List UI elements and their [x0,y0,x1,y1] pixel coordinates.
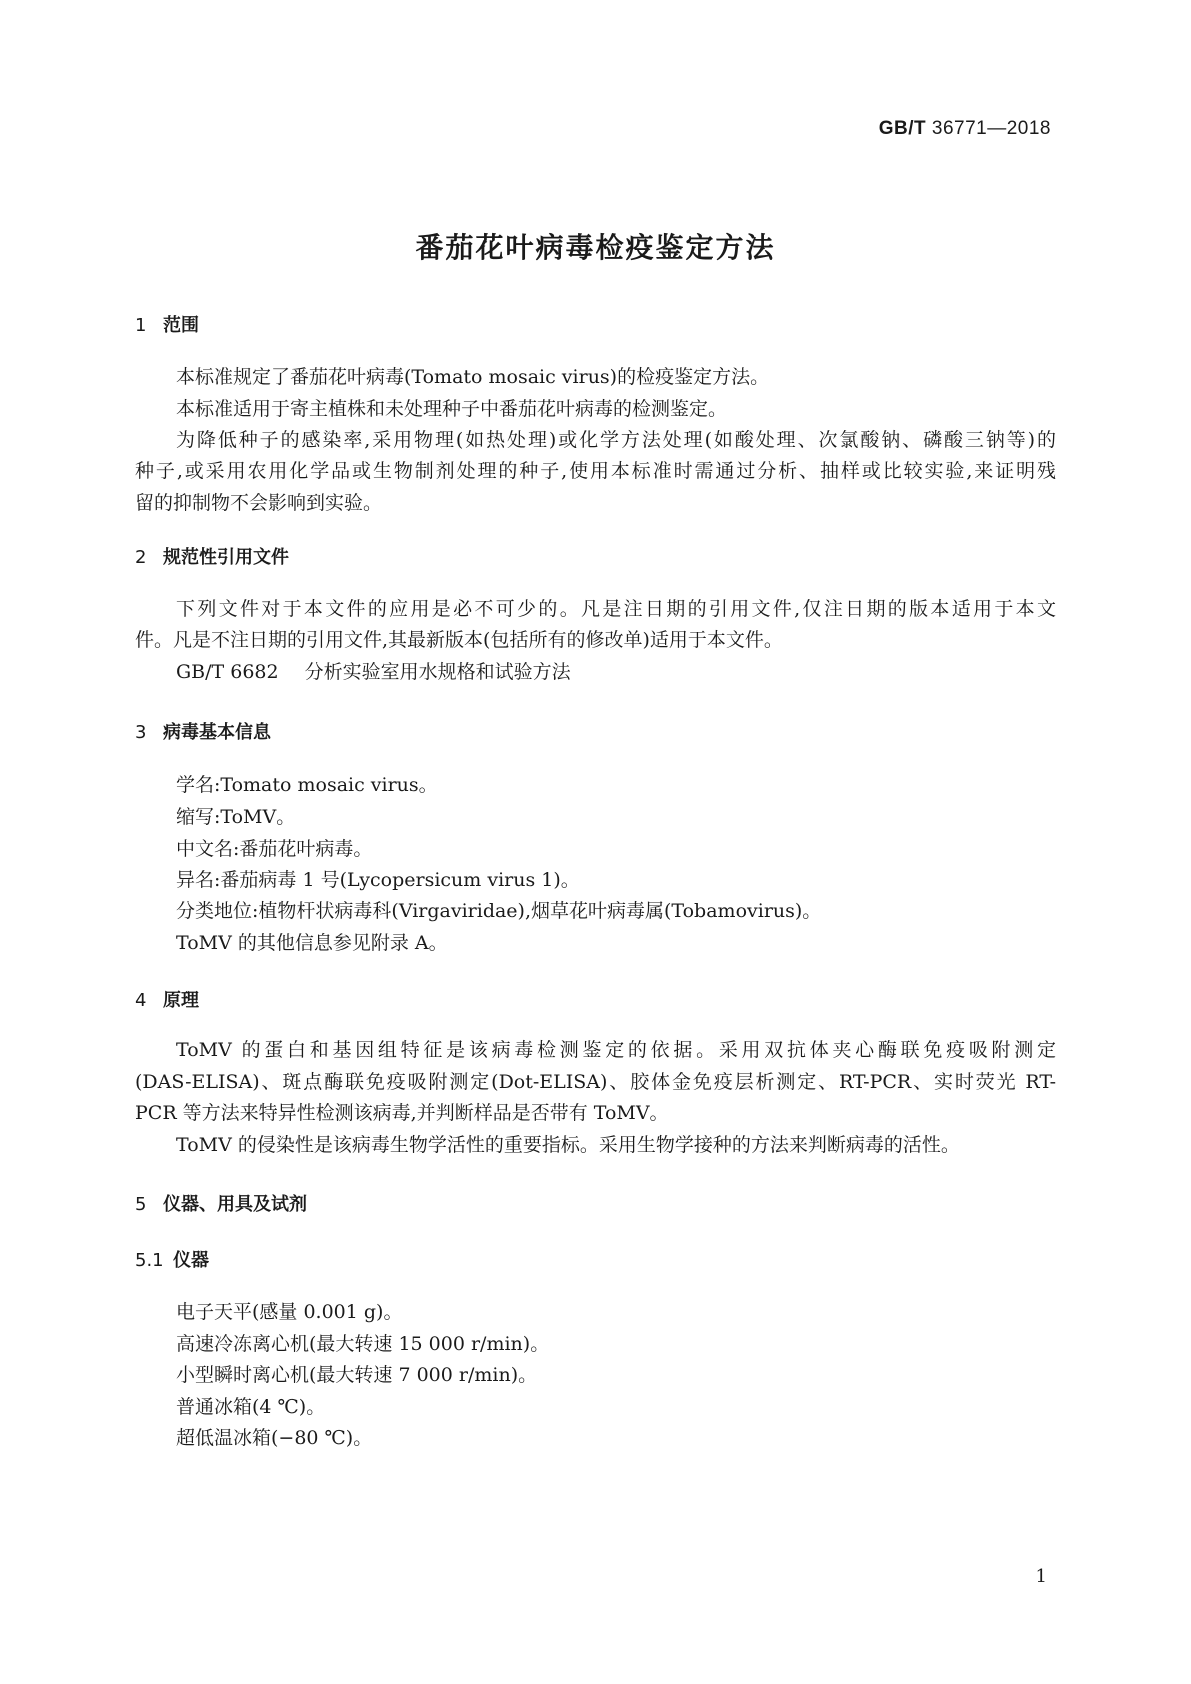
section-title: 病毒基本信息 [163,722,271,743]
paragraph-line: 为降低种子的感染率,采用物理(如热处理)或化学方法处理(如酸处理、次氯酸钠、磷酸三钠等)的 [176,429,1056,451]
section-3-heading [135,718,271,744]
section-number: 4 [135,990,147,1011]
instrument-item: 普通冰箱(4 ℃)。 [176,1396,326,1418]
section-5-heading [135,1190,307,1216]
reference-entry [176,663,571,682]
section-number: 3 [135,722,147,743]
paragraph-line: 件。凡是不注日期的引用文件,其最新版本(包括所有的修改单)适用于本文件。 [135,629,783,651]
paragraph-line: 留的抑制物不会影响到实验。 [135,492,383,514]
instrument-item: 小型瞬时离心机(最大转速 7 000 r/min)。 [176,1364,538,1386]
standard-number: 36771—2018 [931,118,1051,139]
paragraph-line: 下列文件对于本文件的应用是必不可少的。凡是注日期的引用文件,仅注日期的版本适用于本文 [176,598,1056,620]
paragraph-line: 种子,或采用农用化学品或生物制剂处理的种子,使用本标准时需通过分析、抽样或比较实验,来证明残 [135,460,1056,482]
section-title: 规范性引用文件 [163,547,289,568]
page-number: 1 [1035,1566,1047,1587]
section-number: 1 [135,315,147,336]
standard-prefix: GB/T [878,118,927,139]
section-title: 原理 [163,990,199,1011]
instrument-item: 高速冷冻离心机(最大转速 15 000 r/min)。 [176,1333,550,1355]
section-2-heading [135,543,289,569]
instrument-item: 电子天平(感量 0.001 g)。 [176,1301,403,1323]
section-5-1-heading [135,1246,209,1272]
paragraph-line: ToMV 的侵染性是该病毒生物学活性的重要指标。采用生物学接种的方法来判断病毒的活性。 [176,1134,960,1156]
section-title: 仪器、用具及试剂 [163,1194,307,1215]
info-line: 分类地位:植物杆状病毒科(Virgaviridae),烟草花叶病毒属(Tobamovirus)。 [176,900,822,922]
document-title: 番茄花叶病毒检疫鉴定方法 [415,231,776,264]
info-line: ToMV 的其他信息参见附录 A。 [176,932,448,954]
reference-code: GB/T 6682 [176,661,279,683]
section-title: 范围 [163,315,199,336]
section-title: 仪器 [173,1250,209,1271]
info-line: 缩写:ToMV。 [176,806,296,828]
reference-title: 分析实验室用水规格和试验方法 [304,661,571,683]
paragraph-line: 本标准规定了番茄花叶病毒(Tomato mosaic virus)的检疫鉴定方法。 [176,366,770,388]
section-number: 2 [135,547,147,568]
section-4-heading [135,986,199,1012]
paragraph-line: PCR 等方法来特异性检测该病毒,并判断样品是否带有 ToMV。 [135,1102,669,1124]
section-number: 5 [135,1194,147,1215]
section-1-heading [135,311,199,337]
info-line: 学名:Tomato mosaic virus。 [176,774,438,796]
standard-code [879,118,1051,140]
instrument-item: 超低温冰箱(−80 ℃)。 [176,1427,373,1449]
info-line: 中文名:番茄花叶病毒。 [176,838,373,860]
info-line: 异名:番茄病毒 1 号(Lycopersicum virus 1)。 [176,869,580,891]
paragraph-line: 本标准适用于寄主植株和未处理种子中番茄花叶病毒的检测鉴定。 [176,398,728,420]
paragraph-line: (DAS-ELISA)、斑点酶联免疫吸附测定(Dot-ELISA)、胶体金免疫层析测定、RT-PCR、实时荧光 RT- [135,1071,1056,1093]
paragraph-line: ToMV 的蛋白和基因组特征是该病毒检测鉴定的依据。采用双抗体夹心酶联免疫吸附测定 [176,1039,1056,1061]
section-number: 5.1 [135,1250,164,1271]
